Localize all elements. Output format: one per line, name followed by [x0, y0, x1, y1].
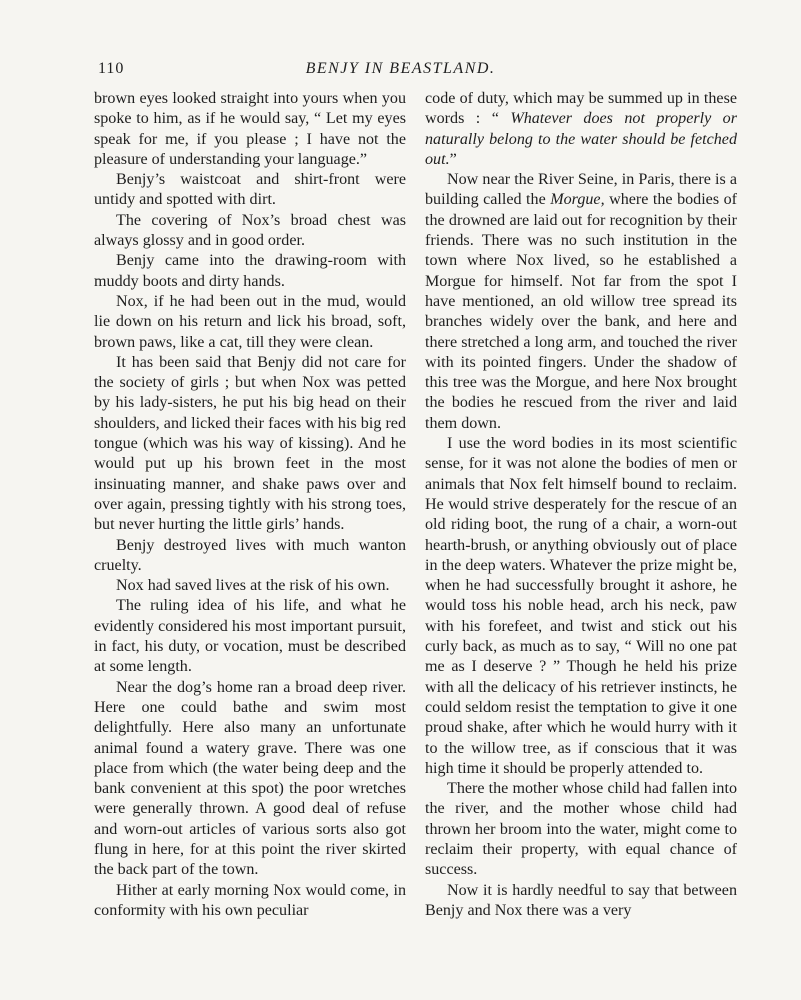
running-title: BENJY IN BEASTLAND.: [305, 60, 496, 77]
paragraph: The covering of Nox’s broad chest was always glossy and in good order.: [94, 211, 406, 250]
text: where the bodies of the drowned are laid out for recognition by their friends. There was no such institution in the town where Nox lived, so he established a Morgue for himself. Not far from the spot I have mentioned, an old willow tree spread its branches widely over the bank, and here and there stretched a long arm, and touched the river with its pointed fingers. Under the shadow of this tree was the Morgue, and here Nox brought the bodies he rescued from the river and laid them down.: [425, 191, 737, 432]
right-column: [425, 89, 737, 921]
paragraph: Nox had saved lives at the risk of his own.: [116, 577, 390, 595]
paragraph: [425, 170, 737, 434]
paragraph: It has been said that Benjy did not care for the society of girls ; but when Nox was petted by his lady-sisters, he put his big head on their shoulders, and licked their faces with his big red tongue (which was his way of kissing). And he would put up his brown feet in the most insinuating manner, and shake paws over and over again, pressing tightly with his strong toes, but never hurting the little girls’ hands.: [94, 353, 406, 534]
paragraph: Near the dog’s home ran a broad deep river. Here one could bathe and swim most delightfully. Here also many an unfortunate animal found a watery grave. There was one place from which (the water being deep and the bank convenient at this spot) the poor wretches were generally thrown. A good deal of refuse and worn-out articles of various sorts also got flung in here, for at this point the river skirted the back part of the town.: [94, 678, 406, 879]
paragraph: There the mother whose child had fallen into the river, and the mother whose child had thrown her broom into the water, might come to reclaim their property, with equal chance of success.: [425, 780, 737, 879]
italic-quote: Whatever does not properly or naturally belong to the water should be fetched out.: [425, 110, 737, 168]
paragraph: I use the word bodies in its most scientific sense, for it was not alone the bodies of men or animals that Nox felt himself bound to reclaim. He would strive desperately for the rescue of an old riding boot, the rung of a chair, a worn-out hearth-brush, or anything obviously out of place in the deep waters. Whatever the prize might be, when he had successfully brought it ashore, he would toss his noble head, arch his neck, paw with his forefeet, and twist and stick out his curly back, as much as to say, “ Will no one pat me as I deserve ? ” Though he held his prize with all the delicacy of his retriever instincts, he could seldom resist the temptation to give it one proud shake, after which he would hurry with it to the willow tree, as if conscious that it was high time it should be properly attended to.: [425, 435, 737, 777]
paragraph: Hither at early morning Nox would come, in conformity with his own peculiar: [94, 881, 406, 919]
paragraph: [425, 89, 737, 170]
paragraph: Benjy destroyed lives with much wanton cruelty.: [94, 536, 406, 574]
page-number: 110: [98, 60, 125, 77]
paragraph: Now it is hardly needful to say that between Benjy and Nox there was a very: [425, 881, 737, 919]
paragraph: brown eyes looked straight into yours when you spoke to him, as if he would say, “ Let my eyes speak for me, if you please ; I have not the pleasure of understanding your language.”: [94, 90, 406, 168]
left-column: [94, 89, 406, 921]
text: Now near the River Seine, in Paris, there is a building called the: [425, 171, 737, 209]
paragraph: Nox, if he had been out in the mud, would lie down on his return and lick his broad, soft, brown paws, like a cat, till they were clean.: [94, 292, 406, 351]
text: ”: [449, 150, 457, 168]
text: code of duty, which may be summed up in these words : “: [425, 90, 737, 128]
paragraph: Benjy came into the drawing-room with muddy boots and dirty hands.: [94, 252, 406, 290]
paragraph: Benjy’s waistcoat and shirt-front were untidy and spotted with dirt.: [94, 171, 406, 209]
italic-word: Morgue,: [550, 191, 605, 209]
paragraph: The ruling idea of his life, and what he evidently considered his most important pursuit, in fact, his duty, or vocation, must be described at some length.: [94, 597, 406, 676]
